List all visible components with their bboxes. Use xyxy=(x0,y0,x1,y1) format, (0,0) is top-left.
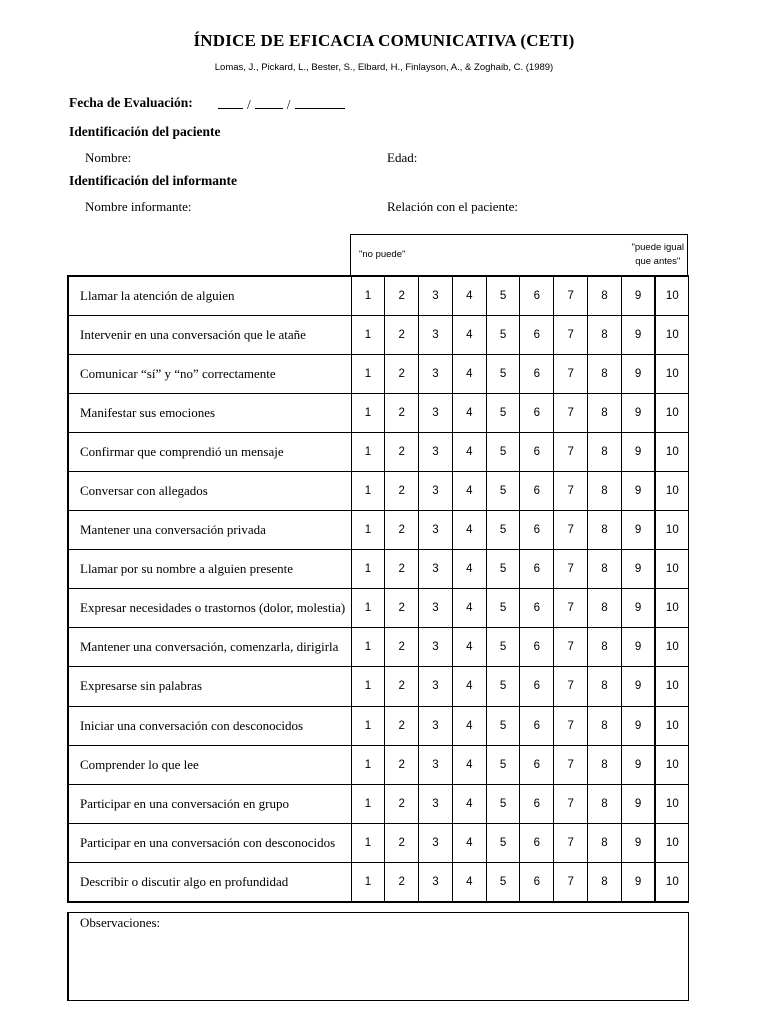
rating-option[interactable]: 7 xyxy=(554,589,588,628)
rating-option[interactable]: 2 xyxy=(385,511,419,550)
item-label: Mantener una conversación privada xyxy=(68,511,351,550)
rating-option[interactable]: 6 xyxy=(520,471,554,510)
item-label: Confirmar que comprendió un mensaje xyxy=(68,432,351,471)
rating-option[interactable]: 7 xyxy=(554,628,588,667)
rating-option[interactable]: 4 xyxy=(452,354,486,393)
rating-option[interactable]: 4 xyxy=(452,276,486,315)
rating-option[interactable]: 5 xyxy=(486,706,520,745)
rating-option[interactable]: 7 xyxy=(554,315,588,354)
rating-option[interactable]: 8 xyxy=(588,354,622,393)
rating-option[interactable]: 3 xyxy=(419,432,453,471)
rating-option[interactable]: 8 xyxy=(588,550,622,589)
table-row xyxy=(68,354,689,393)
table-row xyxy=(68,667,689,706)
table-row xyxy=(68,628,689,667)
rating-option[interactable]: 4 xyxy=(452,628,486,667)
rating-option[interactable]: 8 xyxy=(588,862,622,901)
rating-option[interactable]: 7 xyxy=(554,667,588,706)
table-row xyxy=(68,589,689,628)
rating-option[interactable]: 5 xyxy=(486,471,520,510)
rating-option[interactable]: 1 xyxy=(351,745,385,784)
rating-option[interactable]: 8 xyxy=(588,432,622,471)
rating-option[interactable]: 4 xyxy=(452,432,486,471)
rating-option[interactable]: 1 xyxy=(351,823,385,862)
rating-option[interactable]: 4 xyxy=(452,511,486,550)
rating-option[interactable]: 9 xyxy=(621,315,655,354)
table-row xyxy=(68,276,689,315)
rating-option[interactable]: 7 xyxy=(554,354,588,393)
rating-option[interactable]: 1 xyxy=(351,667,385,706)
rating-option[interactable]: 9 xyxy=(621,628,655,667)
table-row xyxy=(68,550,689,589)
rating-option[interactable]: 2 xyxy=(385,706,419,745)
rating-option[interactable]: 9 xyxy=(621,745,655,784)
rating-option[interactable]: 5 xyxy=(486,315,520,354)
informant-heading: Identificación del informante xyxy=(69,173,237,188)
patient-heading: Identificación del paciente xyxy=(69,124,221,139)
rating-option[interactable]: 8 xyxy=(588,393,622,432)
rating-option[interactable]: 9 xyxy=(621,432,655,471)
rating-option[interactable]: 4 xyxy=(452,667,486,706)
rating-option[interactable]: 9 xyxy=(621,511,655,550)
rating-option[interactable]: 8 xyxy=(588,667,622,706)
rating-option[interactable]: 4 xyxy=(452,471,486,510)
item-label: Participar en una conversación con desconocidos xyxy=(68,823,351,862)
table-row xyxy=(68,315,689,354)
rating-option[interactable]: 5 xyxy=(486,432,520,471)
rating-option[interactable]: 5 xyxy=(486,393,520,432)
date-year-blank[interactable] xyxy=(295,96,345,109)
rating-option[interactable]: 4 xyxy=(452,315,486,354)
rating-option[interactable]: 10 xyxy=(655,471,689,510)
rating-option[interactable]: 2 xyxy=(385,589,419,628)
rating-option[interactable]: 6 xyxy=(520,706,554,745)
rating-option[interactable]: 6 xyxy=(520,354,554,393)
rating-option[interactable]: 1 xyxy=(351,784,385,823)
rating-option[interactable]: 10 xyxy=(655,628,689,667)
rating-option[interactable]: 4 xyxy=(452,823,486,862)
rating-option[interactable]: 10 xyxy=(655,315,689,354)
rating-option[interactable]: 9 xyxy=(621,550,655,589)
rating-option[interactable]: 8 xyxy=(588,315,622,354)
rating-option[interactable]: 5 xyxy=(486,276,520,315)
rating-option[interactable]: 2 xyxy=(385,745,419,784)
rating-option[interactable]: 5 xyxy=(486,589,520,628)
evaluation-date-label: Fecha de Evaluación: xyxy=(69,95,193,110)
rating-option[interactable]: 1 xyxy=(351,354,385,393)
rating-option[interactable]: 8 xyxy=(588,589,622,628)
rating-option[interactable]: 10 xyxy=(655,745,689,784)
rating-option[interactable]: 5 xyxy=(486,745,520,784)
rating-option[interactable]: 9 xyxy=(621,354,655,393)
rating-option[interactable]: 7 xyxy=(554,393,588,432)
rating-option[interactable]: 10 xyxy=(655,393,689,432)
rating-option[interactable]: 6 xyxy=(520,550,554,589)
rating-option[interactable]: 7 xyxy=(554,745,588,784)
evaluation-date-field[interactable] xyxy=(218,96,345,113)
rating-option[interactable]: 9 xyxy=(621,471,655,510)
table-row xyxy=(68,862,689,901)
rating-option[interactable]: 5 xyxy=(486,550,520,589)
rating-option[interactable]: 5 xyxy=(486,823,520,862)
rating-option[interactable]: 9 xyxy=(621,276,655,315)
item-label: Expresarse sin palabras xyxy=(68,667,351,706)
rating-option[interactable]: 1 xyxy=(351,511,385,550)
rating-option[interactable]: 10 xyxy=(655,667,689,706)
rating-option[interactable]: 9 xyxy=(621,784,655,823)
rating-option[interactable]: 5 xyxy=(486,628,520,667)
rating-option[interactable]: 10 xyxy=(655,862,689,901)
rating-option[interactable]: 4 xyxy=(452,550,486,589)
item-label: Conversar con allegados xyxy=(68,471,351,510)
rating-option[interactable]: 7 xyxy=(554,823,588,862)
patient-name-label: Nombre: xyxy=(85,150,132,165)
rating-option[interactable]: 3 xyxy=(419,784,453,823)
rating-option[interactable]: 1 xyxy=(351,628,385,667)
rating-option[interactable]: 7 xyxy=(554,471,588,510)
rating-option[interactable]: 4 xyxy=(452,393,486,432)
table-row xyxy=(68,745,689,784)
rating-option[interactable]: 7 xyxy=(554,432,588,471)
rating-option[interactable]: 6 xyxy=(520,823,554,862)
rating-option[interactable]: 1 xyxy=(351,471,385,510)
rating-option[interactable]: 2 xyxy=(385,354,419,393)
rating-option[interactable]: 1 xyxy=(351,432,385,471)
rating-option[interactable]: 1 xyxy=(351,706,385,745)
ceti-rating-table xyxy=(67,275,689,903)
rating-option[interactable]: 9 xyxy=(621,393,655,432)
rating-option[interactable]: 9 xyxy=(621,862,655,901)
rating-option[interactable]: 7 xyxy=(554,862,588,901)
item-label: Llamar la atención de alguien xyxy=(68,276,351,315)
item-label: Iniciar una conversación con desconocidos xyxy=(68,706,351,745)
rating-option[interactable]: 10 xyxy=(655,276,689,315)
rating-option[interactable]: 6 xyxy=(520,667,554,706)
item-label: Intervenir en una conversación que le atañe xyxy=(68,315,351,354)
table-row xyxy=(68,471,689,510)
table-row xyxy=(68,511,689,550)
scale-high-label-line2: que antes" xyxy=(635,256,681,267)
rating-option[interactable]: 7 xyxy=(554,784,588,823)
rating-option[interactable]: 8 xyxy=(588,511,622,550)
scale-high-label-line1: "puede igual xyxy=(631,242,684,253)
rating-option[interactable]: 7 xyxy=(554,550,588,589)
patient-age-label: Edad: xyxy=(387,150,418,165)
rating-option[interactable]: 2 xyxy=(385,432,419,471)
rating-option[interactable]: 3 xyxy=(419,511,453,550)
rating-option[interactable]: 4 xyxy=(452,589,486,628)
rating-option[interactable]: 6 xyxy=(520,511,554,550)
rating-option[interactable]: 6 xyxy=(520,315,554,354)
item-label: Comprender lo que lee xyxy=(68,745,351,784)
rating-option[interactable]: 9 xyxy=(621,823,655,862)
rating-option[interactable]: 1 xyxy=(351,862,385,901)
rating-option[interactable]: 1 xyxy=(351,276,385,315)
table-row xyxy=(68,432,689,471)
rating-option[interactable]: 6 xyxy=(520,589,554,628)
rating-option[interactable]: 3 xyxy=(419,862,453,901)
rating-option[interactable]: 3 xyxy=(419,706,453,745)
rating-option[interactable]: 6 xyxy=(520,393,554,432)
rating-option[interactable]: 3 xyxy=(419,745,453,784)
rating-option[interactable]: 10 xyxy=(655,550,689,589)
rating-option[interactable]: 7 xyxy=(554,276,588,315)
item-label: Participar en una conversación en grupo xyxy=(68,784,351,823)
authors-citation: Lomas, J., Pickard, L., Bester, S., Elbard, H., Finlayson, A., & Zoghaib, C. (1989) xyxy=(214,62,554,73)
rating-option[interactable]: 4 xyxy=(452,745,486,784)
scale-high-label xyxy=(631,241,684,269)
rating-option[interactable]: 10 xyxy=(655,354,689,393)
rating-option[interactable]: 2 xyxy=(385,315,419,354)
rating-option[interactable]: 2 xyxy=(385,471,419,510)
rating-option[interactable]: 3 xyxy=(419,393,453,432)
rating-option[interactable]: 2 xyxy=(385,276,419,315)
rating-option[interactable]: 6 xyxy=(520,276,554,315)
rating-option[interactable]: 5 xyxy=(486,784,520,823)
observations-label: Observaciones: xyxy=(80,915,161,930)
rating-option[interactable]: 5 xyxy=(486,354,520,393)
item-label: Expresar necesidades o trastornos (dolor, molestia) xyxy=(68,589,351,628)
rating-option[interactable]: 10 xyxy=(655,589,689,628)
rating-option[interactable]: 7 xyxy=(554,706,588,745)
rating-option[interactable]: 9 xyxy=(621,667,655,706)
rating-option[interactable]: 6 xyxy=(520,628,554,667)
rating-option[interactable]: 8 xyxy=(588,745,622,784)
scale-header xyxy=(350,234,688,275)
rating-option[interactable]: 2 xyxy=(385,862,419,901)
informant-relation-label: Relación con el paciente: xyxy=(387,199,519,214)
table-row xyxy=(68,393,689,432)
date-separator: / xyxy=(286,97,291,112)
rating-option[interactable]: 3 xyxy=(419,315,453,354)
rating-option[interactable]: 10 xyxy=(655,823,689,862)
rating-option[interactable]: 5 xyxy=(486,862,520,901)
table-row xyxy=(68,823,689,862)
rating-option[interactable]: 5 xyxy=(486,667,520,706)
rating-option[interactable]: 3 xyxy=(419,823,453,862)
rating-option[interactable]: 3 xyxy=(419,471,453,510)
rating-option[interactable]: 2 xyxy=(385,784,419,823)
rating-option[interactable]: 1 xyxy=(351,589,385,628)
rating-option[interactable]: 4 xyxy=(452,784,486,823)
rating-option[interactable]: 8 xyxy=(588,471,622,510)
rating-option[interactable]: 3 xyxy=(419,276,453,315)
informant-name-label: Nombre informante: xyxy=(85,199,192,214)
scale-low-label: "no puede" xyxy=(359,249,406,260)
table-row xyxy=(68,784,689,823)
rating-option[interactable]: 4 xyxy=(452,706,486,745)
rating-option[interactable]: 8 xyxy=(588,784,622,823)
item-label: Manifestar sus emociones xyxy=(68,393,351,432)
rating-option[interactable]: 4 xyxy=(452,862,486,901)
item-label: Describir o discutir algo en profundidad xyxy=(68,862,351,901)
rating-option[interactable]: 8 xyxy=(588,276,622,315)
rating-option[interactable]: 6 xyxy=(520,745,554,784)
observations-box[interactable] xyxy=(67,912,689,1001)
rating-option[interactable]: 6 xyxy=(520,784,554,823)
rating-option[interactable]: 2 xyxy=(385,393,419,432)
rating-option[interactable]: 3 xyxy=(419,628,453,667)
rating-option[interactable]: 8 xyxy=(588,706,622,745)
rating-option[interactable]: 1 xyxy=(351,550,385,589)
rating-option[interactable]: 1 xyxy=(351,315,385,354)
rating-option[interactable]: 7 xyxy=(554,511,588,550)
table-row xyxy=(68,706,689,745)
rating-option[interactable]: 10 xyxy=(655,511,689,550)
rating-option[interactable]: 10 xyxy=(655,784,689,823)
rating-option[interactable]: 1 xyxy=(351,393,385,432)
date-day-blank[interactable] xyxy=(218,96,243,109)
rating-option[interactable]: 9 xyxy=(621,706,655,745)
date-separator: / xyxy=(247,97,251,112)
rating-option[interactable]: 6 xyxy=(520,432,554,471)
rating-option[interactable]: 10 xyxy=(655,706,689,745)
item-label: Mantener una conversación, comenzarla, dirigirla xyxy=(68,628,351,667)
rating-option[interactable]: 8 xyxy=(588,823,622,862)
rating-option[interactable]: 3 xyxy=(419,550,453,589)
date-month-blank[interactable] xyxy=(255,96,283,109)
rating-option[interactable]: 5 xyxy=(486,511,520,550)
rating-option[interactable]: 9 xyxy=(621,589,655,628)
rating-option[interactable]: 3 xyxy=(419,589,453,628)
rating-option[interactable]: 8 xyxy=(588,628,622,667)
rating-option[interactable]: 2 xyxy=(385,667,419,706)
form-title: ÍNDICE DE EFICACIA COMUNICATIVA (CETI) xyxy=(193,31,575,50)
rating-option[interactable]: 2 xyxy=(385,823,419,862)
item-label: Comunicar “sí” y “no” correctamente xyxy=(68,354,351,393)
rating-option[interactable]: 6 xyxy=(520,862,554,901)
rating-option[interactable]: 10 xyxy=(655,432,689,471)
rating-option[interactable]: 3 xyxy=(419,667,453,706)
item-label: Llamar por su nombre a alguien presente xyxy=(68,550,351,589)
rating-option[interactable]: 2 xyxy=(385,550,419,589)
rating-option[interactable]: 3 xyxy=(419,354,453,393)
rating-option[interactable]: 2 xyxy=(385,628,419,667)
